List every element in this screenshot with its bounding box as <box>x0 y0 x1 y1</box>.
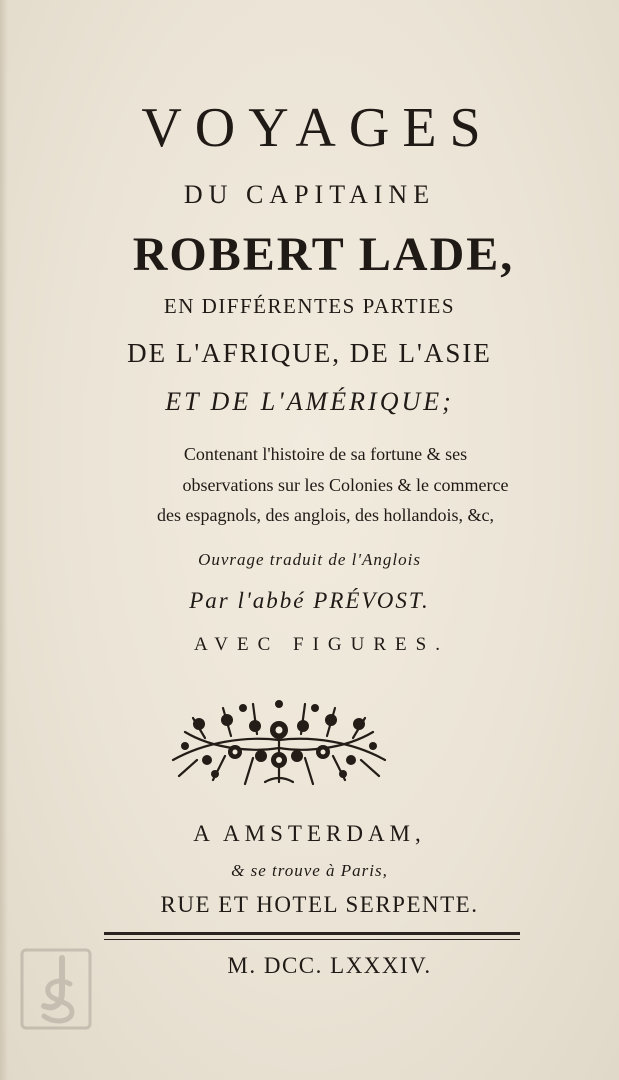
figures-note: AVEC FIGURES. <box>194 634 449 655</box>
title-author-name: ROBERT LADE, <box>132 228 515 281</box>
monogram-watermark-icon <box>20 948 92 1030</box>
contents-line-3: des espagnols, des anglois, des hollandois, &c, <box>157 505 494 525</box>
title-voyages: VOYAGES <box>141 97 494 159</box>
double-rule-thick <box>104 932 520 935</box>
subtitle-afrique-asie: DE L'AFRIQUE, DE L'ASIE <box>127 338 492 368</box>
page-edge-shadow <box>0 0 8 1080</box>
imprint-street: RUE ET HOTEL SERPENTE. <box>160 892 479 917</box>
title-du-capitaine: DU CAPITAINE <box>183 180 436 209</box>
subtitle-amerique: ET DE L'AMÉRIQUE; <box>165 387 454 416</box>
translator-credit: Par l'abbé PRÉVOST. <box>189 588 430 613</box>
publication-date: M. DCC. LXXXIV. <box>227 953 432 978</box>
contents-line-2: observations sur les Colonies & le commerce <box>182 475 509 495</box>
floral-vignette-icon <box>165 690 393 790</box>
imprint-paris: & se trouve à Paris, <box>231 861 388 880</box>
subtitle-differentes-parties: EN DIFFÉRENTES PARTIES <box>163 294 456 318</box>
translation-note: Ouvrage traduit de l'Anglois <box>198 550 421 569</box>
imprint-city: A AMSTERDAM, <box>193 821 426 846</box>
contents-line-1: Contenant l'histoire de sa fortune & ses <box>183 444 468 464</box>
double-rule-thin <box>104 939 520 940</box>
